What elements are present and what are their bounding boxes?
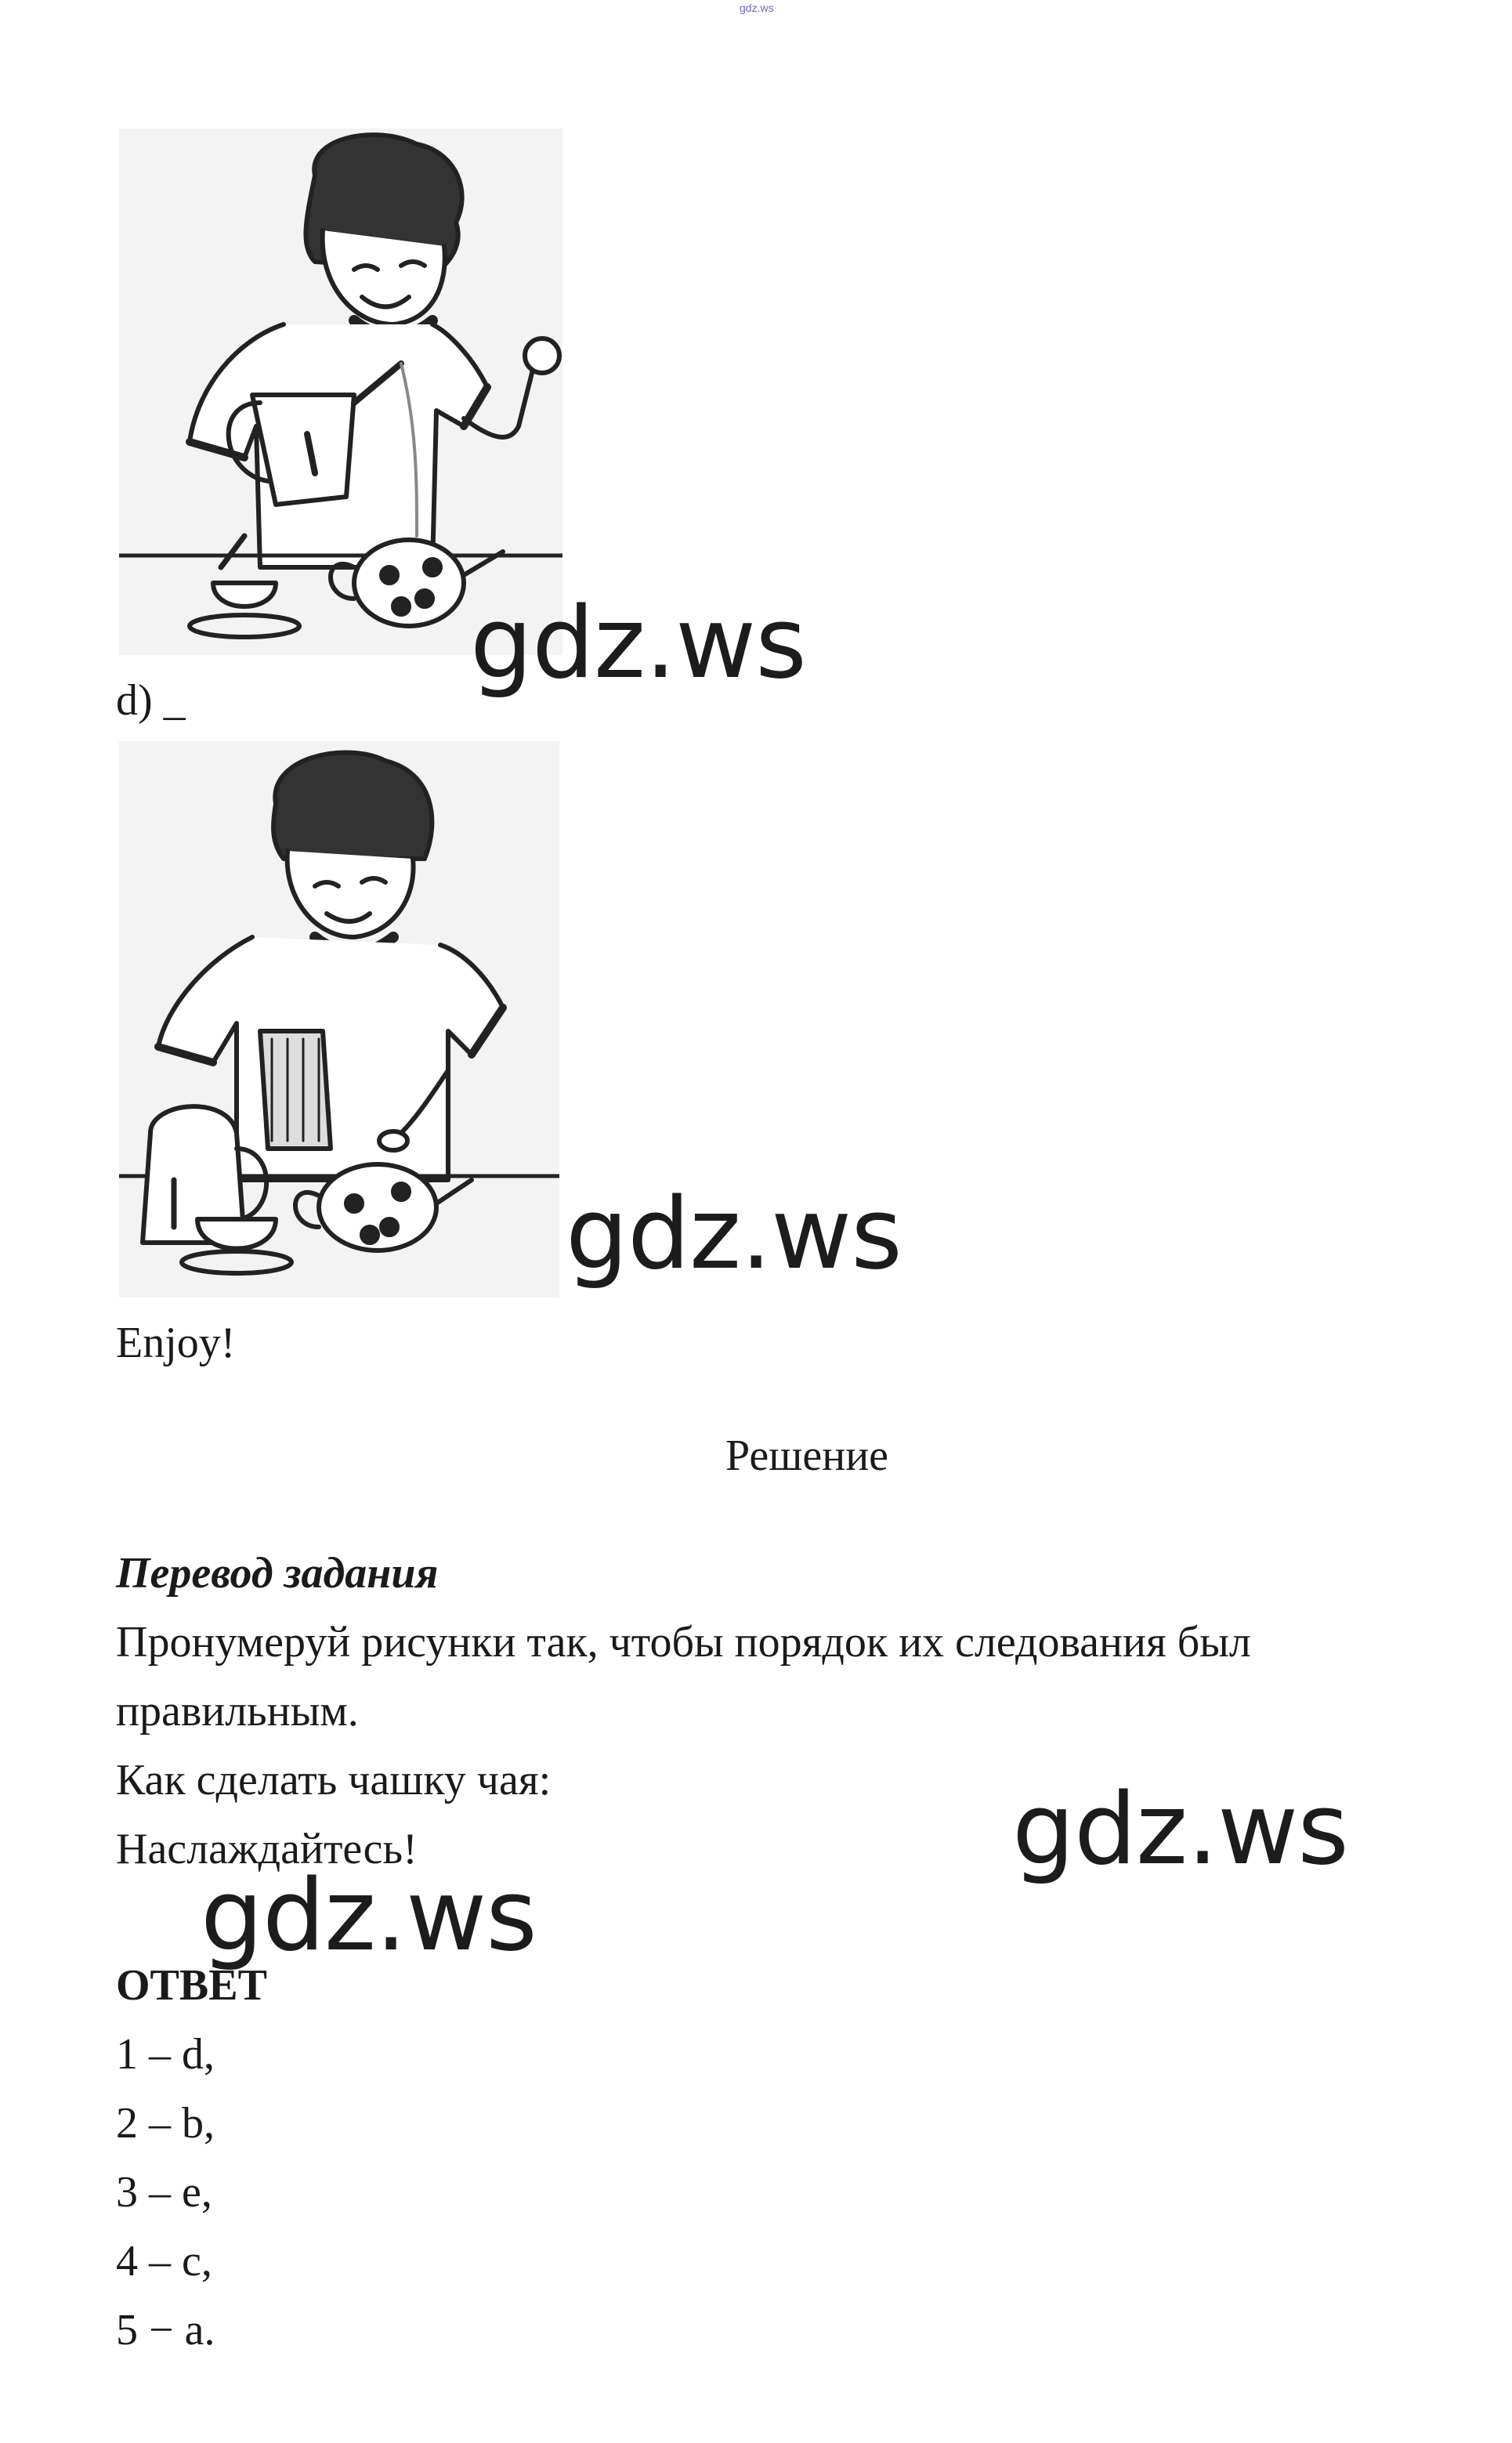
closing-text: Enjoy! (116, 1319, 236, 1367)
translation-line-2: правильным. (116, 1687, 359, 1735)
watermark-1: gdz.ws (470, 585, 806, 700)
translation-line-1: Пронумеруй рисунки так, чтобы порядок их следования был (116, 1618, 1251, 1667)
answer-item-1: 1 – d, (116, 2030, 215, 2079)
answer-item-4: 4 – c, (116, 2237, 212, 2286)
site-mark: gdz.ws (740, 2, 774, 14)
answer-item-3: 3 – e, (116, 2168, 212, 2217)
solution-heading: Решение (725, 1431, 889, 1480)
translation-line-4: Наслаждайтесь! (116, 1825, 418, 1873)
watermark-3: gdz.ws (1012, 1772, 1348, 1887)
translation-title: Перевод задания (116, 1549, 439, 1598)
item-label: d) _ (116, 676, 186, 725)
illustration-adding-sugar (119, 741, 559, 1298)
answer-title: ОТВЕТ (116, 1961, 267, 2010)
boy-pouring-kettle-icon (119, 128, 562, 655)
illustration-pouring-water (119, 128, 562, 655)
answer-item-5: 5 − a. (116, 2306, 215, 2354)
watermark-4: gdz.ws (201, 1858, 537, 1973)
watermark-2: gdz.ws (566, 1176, 902, 1291)
boy-spooning-icon (119, 741, 559, 1298)
answer-item-2: 2 – b, (116, 2099, 215, 2148)
translation-line-3: Как сделать чашку чая: (116, 1756, 552, 1804)
